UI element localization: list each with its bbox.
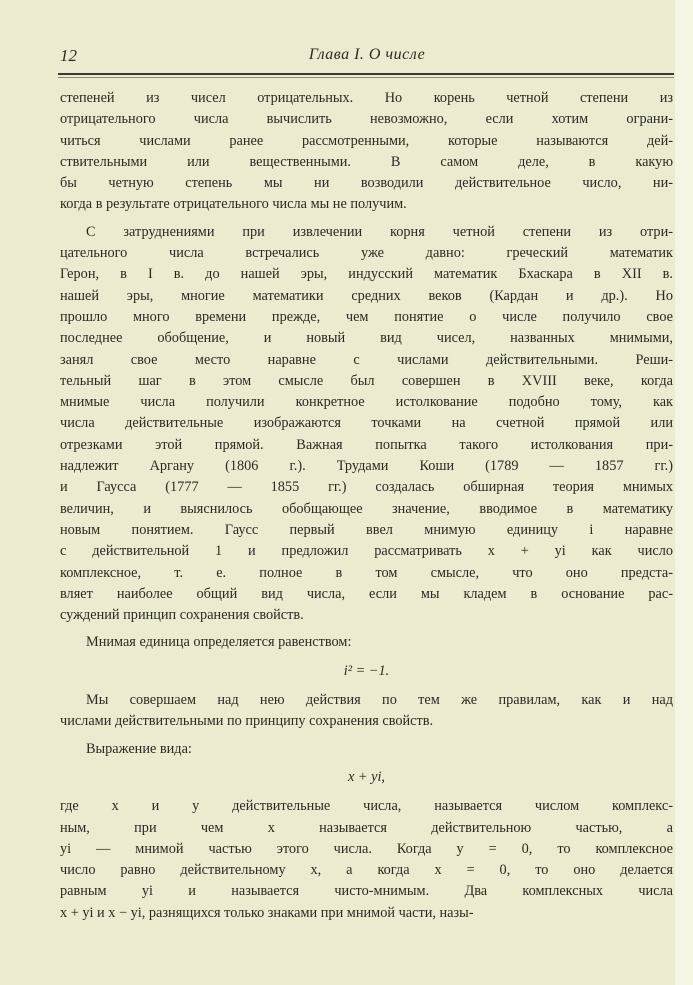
- text-line: величин, и выяснилось обобщающее значение, вводимое в математику: [60, 500, 673, 517]
- paragraph: [60, 739, 673, 760]
- text-line: занял свое место наравне с числами действительными. Реши-: [60, 351, 673, 368]
- text-line: прошло много времени прежде, чем понятие о числе получило свое: [60, 308, 673, 325]
- paragraph: [60, 222, 673, 627]
- text-line: степеней из чисел отрицательных. Но корень четной степени из: [60, 90, 673, 106]
- text-line: отрицательного числа вычислить невозможно, если хотим ограни-: [60, 111, 673, 128]
- text-line: число равно действительному x, а когда x = 0, то оно делается: [60, 862, 673, 879]
- text-line: Мнимая единица определяется равенством:: [86, 634, 352, 651]
- text-line: бы четную степень мы ни возводили действительное число, ни-: [60, 175, 673, 192]
- text-line: новым понятием. Гаусс первый ввел мнимую единицу i наравне: [60, 521, 673, 538]
- formula: x + yi,: [347, 768, 386, 785]
- text-line: комплексное, т. е. полное в том смысле, что оно предста-: [60, 564, 673, 581]
- text-line: когда в результате отрицательного числа мы не получим.: [60, 196, 407, 213]
- text-line: суждений принцип сохранения свойств.: [60, 607, 304, 624]
- text-line: yi — мнимой частью этого числа. Когда y = 0, то комплексное: [60, 840, 673, 857]
- header-rule-thin: [58, 77, 674, 78]
- text-line: мнимые числа получили конкретное истолкование подобно тому, как: [60, 394, 673, 411]
- paragraph: [60, 88, 673, 216]
- text-line: равным yi и называется чисто-мнимым. Два комплексных числа: [60, 883, 673, 900]
- header-rule: [58, 73, 674, 75]
- text-line: Выражение вида:: [86, 740, 192, 757]
- text-line: где x и y действительные числа, называется числом комплекс-: [60, 798, 673, 815]
- paragraph: [60, 690, 673, 733]
- text-line: отрезками этой прямой. Важная попытка такого истолкования при-: [60, 436, 673, 453]
- text-line: цательного числа встречались уже давно: греческий математик: [60, 245, 673, 262]
- text-line: Герон, в I в. до нашей эры, индусский математик Бхаскара в XII в.: [60, 266, 673, 283]
- paragraph: [60, 796, 673, 924]
- running-title: Глава I. О числе: [308, 46, 426, 63]
- page-body: [60, 88, 673, 924]
- text-line: вляет наиболее общий вид числа, если мы кладем в основание рас-: [60, 585, 673, 602]
- page-edge: [675, 0, 693, 985]
- text-line: ным, при чем x называется действительною частью, а: [60, 819, 673, 836]
- formula: i² = −1.: [343, 662, 390, 679]
- text-line: С затруднениями при извлечении корня четной степени из отри-: [86, 223, 673, 240]
- text-line: Мы совершаем над нею действия по тем же правилам, как и над: [86, 692, 673, 709]
- paragraph: [60, 632, 673, 653]
- text-line: ствительными или вещественными. В самом деле, в какую: [60, 153, 673, 170]
- text-line: последнее обобщение, и новый вид чисел, названных мнимыми,: [60, 330, 673, 347]
- text-line: нашей эры, многие математики средних веков (Кардан и др.). Но: [60, 287, 673, 304]
- text-line: и Гаусса (1777 — 1855 гг.) создалась обширная теория мнимых: [60, 479, 673, 496]
- text-line: числа действительные изображаются точками на счетной прямой или: [60, 415, 673, 432]
- text-line: x + yi и x − yi, разнящихся только знаками при мнимой части, назы-: [60, 904, 474, 921]
- text-line: числами действительными по принципу сохранения свойств.: [60, 713, 434, 730]
- text-line: читься числами ранее рассмотренными, которые называются дей-: [60, 132, 673, 149]
- running-header: [60, 46, 674, 68]
- text-line: тельный шаг в этом смысле был совершен в XVIII веке, когда: [60, 372, 673, 389]
- page-number: 12: [60, 46, 77, 65]
- text-line: с действительной 1 и предложил рассматривать x + yi как число: [60, 543, 673, 560]
- text-line: надлежит Аргану (1806 г.). Трудами Коши (1789 — 1857 гг.): [60, 458, 673, 475]
